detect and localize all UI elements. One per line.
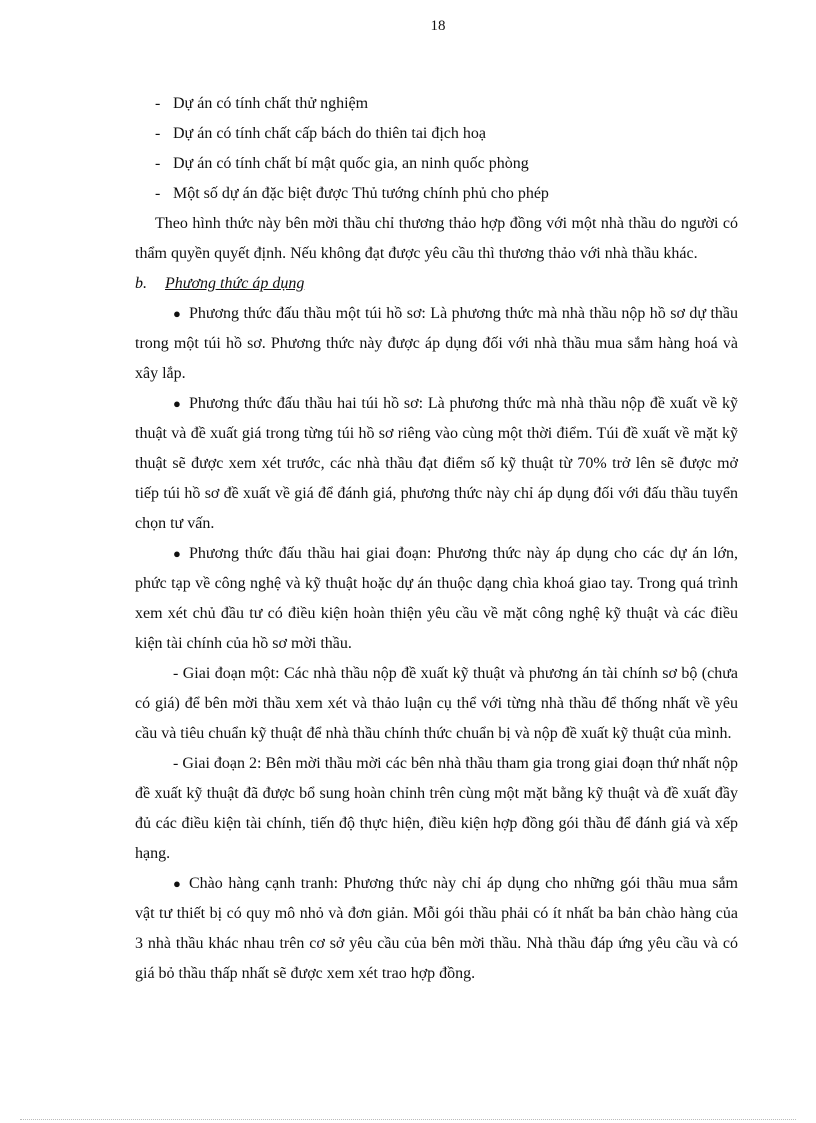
bullet-text: Phương thức đấu thầu một túi hồ sơ: Là phương thức mà nhà thầu nộp hồ sơ dự thầu trong một túi hồ sơ. Phương thức này được áp dụng đối với nhà thầu mua sắm hàng hoá và xây lắp. (135, 305, 738, 382)
section-heading (135, 269, 738, 299)
list-item-text: Một số dự án đặc biệt được Thủ tướng chính phủ cho phép (173, 185, 549, 202)
stage-text: Giai đoạn 2: Bên mời thầu mời các bên nhà thầu tham gia trong giai đoạn thứ nhất nộp đề xuất kỹ thuật đã được bổ sung hoàn chỉnh trên cùng một mặt bằng kỹ thuật và đề xuất đầy đủ các điều kiện tài chính, tiến độ thực hiện, điều kiện hợp đồng gói thầu để đánh giá và xếp hạng. (135, 755, 739, 862)
list-item (135, 179, 738, 209)
bullet-text: Phương thức đấu thầu hai giai đoạn: Phương thức này áp dụng cho các dự án lớn, phức tạp về công nghệ và kỹ thuật hoặc dự án thuộc dạng chìa khoá giao tay. Trong quá trình xem xét chủ đầu tư có điều kiện hoàn thiện yêu cầu về mặt công nghệ kỹ thuật và các điều kiện tài chính của hồ sơ mời thầu. (135, 545, 738, 652)
bullet-icon: ● (173, 546, 181, 561)
list-item (135, 149, 738, 179)
bullet-text: Chào hàng cạnh tranh: Phương thức này chỉ áp dụng cho những gói thầu mua sắm vật tư thiết bị có quy mô nhỏ và đơn giản. Mỗi gói thầu phải có ít nhất ba bản chào hàng của 3 nhà thầu khác nhau trên cơ sở yêu cầu của bên mời thầu. Nhà thầu đáp ứng yêu cầu và có giá bỏ thầu thấp nhất sẽ được xem xét trao hợp đồng. (135, 875, 738, 982)
bullet-paragraph (135, 299, 738, 389)
list-item-text: Dự án có tính chất bí mật quốc gia, an ninh quốc phòng (173, 155, 529, 172)
bullet-icon: ● (173, 876, 181, 891)
dash-marker: - (155, 95, 161, 112)
stage-text: Giai đoạn một: Các nhà thầu nộp đề xuất kỹ thuật và phương án tài chính sơ bộ (chưa có giá) để bên mời thầu xem xét và thảo luận cụ thể với từng nhà thầu để thống nhất về yêu cầu và tiêu chuẩn kỹ thuật để nhà thầu chính thức chuẩn bị và nộp đề xuất kỹ thuật của mình. (135, 665, 739, 742)
dash-marker: - (155, 155, 161, 172)
bullet-paragraph (135, 539, 738, 659)
page-content (135, 89, 738, 989)
bullet-text: Phương thức đấu thầu hai túi hồ sơ: Là phương thức mà nhà thầu nộp đề xuất về kỹ thuật và đề xuất giá trong từng túi hồ sơ riêng vào cùng một thời điểm. Túi đề xuất về mặt kỹ thuật sẽ được xem xét trước, các nhà thầu đạt điểm số kỹ thuật từ 70% trở lên sẽ được mở tiếp túi hồ sơ đề xuất về giá để đánh giá, phương thức này chỉ áp dụng đối với đấu thầu tuyển chọn tư vấn. (135, 395, 738, 532)
bullet-icon: ● (173, 306, 181, 321)
list-item-text: Dự án có tính chất cấp bách do thiên tai địch hoạ (173, 125, 487, 142)
bullet-paragraph (135, 389, 738, 539)
dash-marker: - (155, 125, 161, 142)
stage-paragraph (135, 749, 738, 869)
section-title: Phương thức áp dụng (165, 275, 305, 292)
page-number: 18 (430, 18, 446, 34)
intro-paragraph: Theo hình thức này bên mời thầu chỉ thương thảo hợp đồng với một nhà thầu do người có thẩm quyền quyết định. Nếu không đạt được yêu cầu thì thương thảo với nhà thầu khác. (135, 215, 738, 262)
dash-marker: - (155, 185, 161, 202)
list-item-text: Dự án có tính chất thử nghiệm (173, 95, 369, 112)
list-item (135, 89, 738, 119)
section-letter: b. (135, 275, 147, 292)
stage-paragraph (135, 659, 738, 749)
dash-marker: - (173, 665, 179, 682)
dash-marker: - (173, 755, 179, 772)
list-item (135, 119, 738, 149)
footer-divider (20, 1119, 796, 1120)
bullet-paragraph (135, 869, 738, 989)
bullet-icon: ● (173, 396, 181, 411)
